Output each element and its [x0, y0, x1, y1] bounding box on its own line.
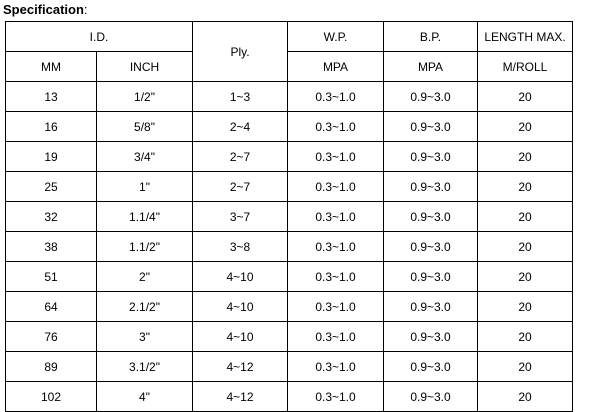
cell-inch: 1.1/4": [97, 202, 193, 232]
cell-wp: 0.3~1.0: [288, 382, 384, 412]
cell-inch: 1.1/2": [97, 232, 193, 262]
cell-bp: 0.9~3.0: [384, 112, 478, 142]
cell-ply: 3~7: [193, 202, 288, 232]
cell-inch: 1": [97, 172, 193, 202]
cell-length: 20: [478, 292, 573, 322]
cell-wp: 0.3~1.0: [288, 292, 384, 322]
table-row: [6, 232, 573, 262]
cell-wp: 0.3~1.0: [288, 172, 384, 202]
table-row: [6, 112, 573, 142]
cell-wp: 0.3~1.0: [288, 112, 384, 142]
cell-wp: 0.3~1.0: [288, 142, 384, 172]
cell-length: 20: [478, 262, 573, 292]
cell-length: 20: [478, 202, 573, 232]
cell-ply: 2~4: [193, 112, 288, 142]
cell-mm: 38: [6, 232, 97, 262]
cell-inch: 3.1/2": [97, 352, 193, 382]
table-row: [6, 292, 573, 322]
cell-bp: 0.9~3.0: [384, 352, 478, 382]
cell-mm: 76: [6, 322, 97, 352]
cell-ply: 4~12: [193, 352, 288, 382]
page-title: [3, 2, 88, 18]
cell-bp: 0.9~3.0: [384, 382, 478, 412]
cell-inch: 1/2": [97, 82, 193, 112]
cell-bp: 0.9~3.0: [384, 172, 478, 202]
header-wp-unit: MPA: [288, 52, 384, 82]
cell-bp: 0.9~3.0: [384, 322, 478, 352]
table-row: [6, 382, 573, 412]
title-text: Specification: [3, 2, 84, 17]
cell-wp: 0.3~1.0: [288, 202, 384, 232]
cell-ply: 4~10: [193, 322, 288, 352]
header-length: LENGTH MAX.: [478, 22, 573, 52]
cell-length: 20: [478, 142, 573, 172]
cell-wp: 0.3~1.0: [288, 82, 384, 112]
cell-ply: 1~3: [193, 82, 288, 112]
cell-length: 20: [478, 112, 573, 142]
header-length-unit: M/ROLL: [478, 52, 573, 82]
cell-ply: 2~7: [193, 142, 288, 172]
table-row: [6, 202, 573, 232]
header-wp: W.P.: [288, 22, 384, 52]
cell-inch: 3": [97, 322, 193, 352]
header-row-2: [6, 52, 573, 82]
cell-bp: 0.9~3.0: [384, 262, 478, 292]
cell-bp: 0.9~3.0: [384, 232, 478, 262]
cell-ply: 4~10: [193, 262, 288, 292]
cell-wp: 0.3~1.0: [288, 232, 384, 262]
cell-mm: 16: [6, 112, 97, 142]
cell-ply: 4~10: [193, 292, 288, 322]
cell-length: 20: [478, 172, 573, 202]
cell-bp: 0.9~3.0: [384, 292, 478, 322]
header-id-group: I.D.: [6, 22, 193, 52]
cell-ply: 3~8: [193, 232, 288, 262]
cell-inch: 4": [97, 382, 193, 412]
cell-wp: 0.3~1.0: [288, 262, 384, 292]
cell-inch: 5/8": [97, 112, 193, 142]
cell-mm: 102: [6, 382, 97, 412]
header-inch: INCH: [97, 52, 193, 82]
cell-mm: 64: [6, 292, 97, 322]
cell-bp: 0.9~3.0: [384, 202, 478, 232]
cell-mm: 13: [6, 82, 97, 112]
spec-table: [5, 21, 573, 412]
cell-bp: 0.9~3.0: [384, 142, 478, 172]
cell-mm: 25: [6, 172, 97, 202]
cell-wp: 0.3~1.0: [288, 352, 384, 382]
header-row-1: [6, 22, 573, 52]
header-bp: B.P.: [384, 22, 478, 52]
table-row: [6, 172, 573, 202]
cell-inch: 3/4": [97, 142, 193, 172]
cell-wp: 0.3~1.0: [288, 322, 384, 352]
table-row: [6, 352, 573, 382]
table-row: [6, 262, 573, 292]
cell-length: 20: [478, 82, 573, 112]
cell-length: 20: [478, 382, 573, 412]
table-row: [6, 82, 573, 112]
cell-ply: 2~7: [193, 172, 288, 202]
cell-inch: 2": [97, 262, 193, 292]
cell-mm: 51: [6, 262, 97, 292]
cell-length: 20: [478, 322, 573, 352]
title-colon: :: [83, 2, 88, 17]
cell-length: 20: [478, 232, 573, 262]
table-row: [6, 322, 573, 352]
header-ply: Ply.: [193, 22, 288, 82]
cell-inch: 2.1/2": [97, 292, 193, 322]
cell-ply: 4~12: [193, 382, 288, 412]
header-mm: MM: [6, 52, 97, 82]
cell-bp: 0.9~3.0: [384, 82, 478, 112]
header-bp-unit: MPA: [384, 52, 478, 82]
cell-length: 20: [478, 352, 573, 382]
table-row: [6, 142, 573, 172]
cell-mm: 89: [6, 352, 97, 382]
cell-mm: 19: [6, 142, 97, 172]
cell-mm: 32: [6, 202, 97, 232]
